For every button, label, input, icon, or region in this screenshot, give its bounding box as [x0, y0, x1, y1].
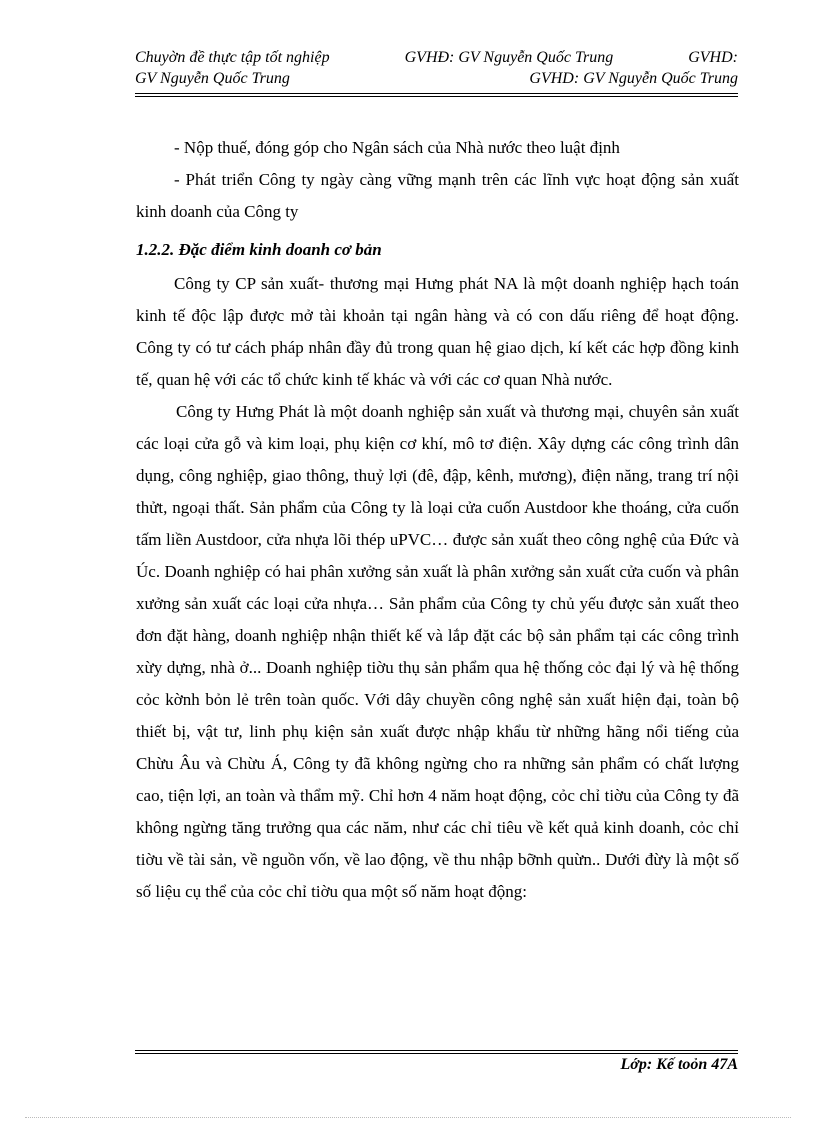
paragraph-business-description: Công ty Hưng Phát là một doanh nghiệp sản xuất và thương mại, chuyên sản xuất các loại cửa gỗ và kim loại, phụ kiện cơ khí, mô tơ điện. Xây dựng các công trình dân dụng, công nghiệp, giao thông, thuỷ lợi (đê, đập, kênh, mương), điện năng, trang trí nội thửt, ngoại thất. Sản phẩm của Công ty là loại cửa cuốn Austdoor khe thoáng, cửa cuốn tấm liền Austdoor, cửa nhựa lõi thép uPVC… được sản xuất theo công nghệ của Đức và Úc. Doanh nghiệp có hai phân xưởng sản xuất là phân xưởng sản xuất cửa cuốn và phân xưởng sản xuất các loại cửa nhựa… Sản phẩm của Công ty chủ yếu được sản xuất theo đơn đặt hàng, doanh nghiệp nhận thiết kế và lắp đặt các bộ sản phẩm tại các công trình xừy dựng, nhà ở... Doanh nghiệp tiờu thụ sản phẩm qua hệ thống cỏc đại lý và hệ thống cỏc kờnh bỏn lẻ trên toàn quốc. Với dây chuyền công nghệ sản xuất hiện đại, toàn bộ thiết bị, vật tư, linh phụ kiện sản xuất được nhập khẩu từ những hãng nổi tiếng của Chừu Âu và Chừu Á, Công ty đã không ngừng cho ra những sản phẩm có chất lượng cao, tiện lợi, an toàn và thẩm mỹ. Chỉ hơn 4 năm hoạt động, cỏc chỉ tiờu của Công ty đã không ngừng tăng trưởng qua các năm, như các chỉ tiêu về kết quả kinh doanh, cỏc chỉ tiờu về tài sản, về nguồn vốn, về lao động, về thu nhập bỡnh quừn.. Dưới đừy là một số số liệu cụ thể của cỏc chỉ tiờu qua một số năm hoạt động: [136, 402, 739, 901]
section-heading: 1.2.2. Đặc điểm kinh doanh cơ bản [136, 240, 382, 259]
footer-divider [135, 1050, 738, 1054]
paragraph-development: - Phát triển Công ty ngày càng vững mạnh trên các lĩnh vực hoạt động sản xuất kinh doanh của Công ty [136, 170, 739, 221]
header-supervisor-repeat: GVHD: GV Nguyễn Quốc Trung [529, 70, 738, 87]
header-line-1 [135, 47, 738, 68]
paragraph-tax: - Nộp thuế, đóng góp cho Ngân sách của Nhà nước theo luật định [174, 138, 620, 157]
header-supervisor-label: GVHD: [688, 49, 738, 66]
header-supervisor: GVHĐ: GV Nguyễn Quốc Trung [404, 49, 614, 66]
page-bottom-border [25, 1117, 791, 1118]
page-header [135, 47, 738, 89]
header-thesis-title: Chuyờn đề thực tập tốt nghiệp [135, 49, 330, 66]
page-body [136, 132, 739, 908]
paragraph-company-overview: Công ty CP sản xuất- thương mại Hưng phát NA là một doanh nghiệp hạch toán kinh tế độc lập được mở tài khoản tại ngân hàng và có con dấu riêng để hoạt động. Công ty có tư cách pháp nhân đầy đủ trong quan hệ giao dịch, kí kết các hợp đồng kinh tế, quan hệ với các tổ chức kinh tế khác và với các cơ quan Nhà nước. [136, 274, 739, 389]
footer-class-label: Lớp: Kế toỏn 47A [620, 1056, 738, 1073]
header-line-2 [135, 68, 738, 89]
header-divider [135, 93, 738, 97]
header-supervisor-name: GV Nguyễn Quốc Trung [135, 70, 290, 87]
